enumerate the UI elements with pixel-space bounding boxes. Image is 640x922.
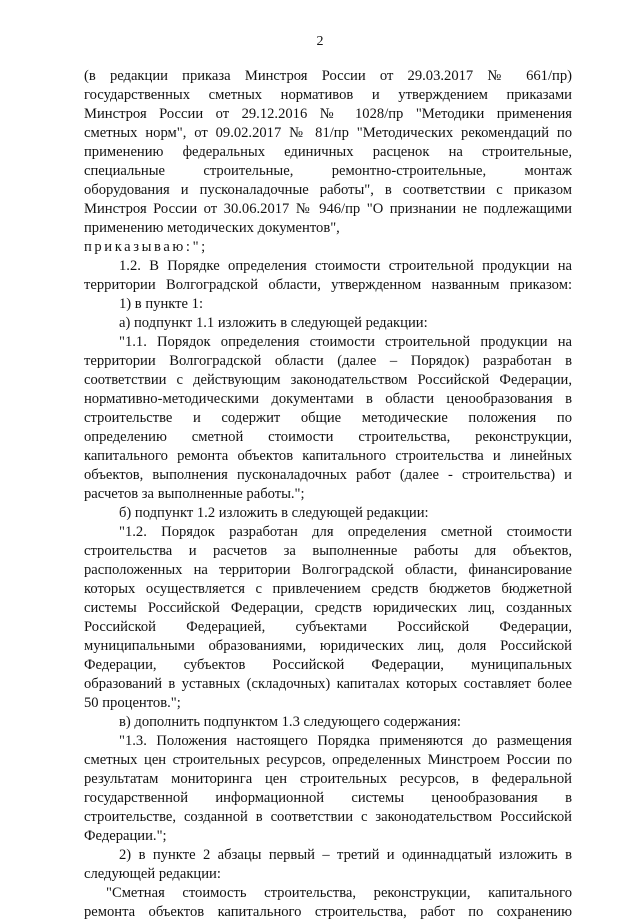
text-line: Российской Федерацией, субъектами Российской Федерации, xyxy=(84,619,572,635)
text-line: строительстве, созданной в соответствии с законодательством Российской xyxy=(84,809,572,825)
paragraph-first-line: "1.3. Положения настоящего Порядка применяются до размещения xyxy=(119,733,572,749)
text-line: государственной информационной системы ценообразования в xyxy=(84,790,572,806)
text-line: нормативно-методическими документами в области ценообразования в xyxy=(84,391,572,407)
text-line: системы Российской Федерации, средств юридических лиц, созданных xyxy=(84,600,572,616)
text-line: строительства и расчетов за выполненные работы для объектов, xyxy=(84,543,572,559)
text-line: соответствии с действующим законодательством Российской Федерации, xyxy=(84,372,572,388)
text-line: Федерации."; xyxy=(84,828,167,844)
paragraph-first-line: "1.1. Порядок определения стоимости строительной продукции на xyxy=(119,334,572,350)
paragraph-first-line: "Сметная стоимость строительства, реконструкции, капитального xyxy=(106,885,572,901)
text-line: муниципальными образованиями, юридических лиц, доля Российской xyxy=(84,638,572,654)
text-line: образований в уставных (складочных) капиталах которых составляет более xyxy=(84,676,572,692)
paragraph-first-line: а) подпункт 1.1 изложить в следующей редакции: xyxy=(119,315,428,331)
paragraph-first-line: 1) в пункте 1: xyxy=(119,296,204,312)
text-line: применению федеральных единичных расценок на строительные, xyxy=(84,144,572,160)
text-line: 50 процентов."; xyxy=(84,695,181,711)
text-line: государственных сметных нормативов и утверждением приказами xyxy=(84,87,572,103)
paragraph-first-line: "1.2. Порядок разработан для определения сметной стоимости xyxy=(119,524,572,540)
paragraph-first-line: б) подпункт 1.2 изложить в следующей редакции: xyxy=(119,505,429,521)
text-line: Минстроя России от 29.12.2016 № 1028/пр "Методики применения xyxy=(84,106,572,122)
text-line: Федерации, субъектов Российской Федерации, муниципальных xyxy=(84,657,572,673)
text-line: сметных цен строительных ресурсов, определенных Минстроем России по xyxy=(84,752,572,768)
text-line: которых осуществляется с привлечением средств бюджетов бюджетной xyxy=(84,581,572,597)
text-line-spaced: приказываю:"; xyxy=(84,239,208,255)
text-line: сметных норм", от 09.02.2017 № 81/пр "Методических рекомендаций по xyxy=(84,125,572,141)
text-line: определению сметной стоимости строительства, реконструкции, xyxy=(84,429,572,445)
text-line: оборудования и пусконаладочные работы", в соответствии с приказом xyxy=(84,182,572,198)
paragraph-first-line: 1.2. В Порядке определения стоимости строительной продукции на xyxy=(119,258,572,274)
paragraph-first-line: в) дополнить подпунктом 1.3 следующего содержания: xyxy=(119,714,461,730)
text-line: (в редакции приказа Минстроя России от 29.03.2017 № 661/пр) xyxy=(84,68,572,84)
text-line: строительстве и содержит общие методические положения по xyxy=(84,410,572,426)
page-number: 2 xyxy=(316,34,324,49)
paragraph-first-line: 2) в пункте 2 абзацы первый – третий и одиннадцатый изложить в xyxy=(119,847,572,863)
text-line: расположенных на территории Волгоградской области, финансирование xyxy=(84,562,572,578)
text-line: территории Волгоградской области (далее – Порядок) разработан в xyxy=(84,353,572,369)
text-line: капитального ремонта объектов капитального строительства и линейных xyxy=(84,448,572,464)
text-line: объектов, выполнения пусконаладочных работ (далее - строительства) и xyxy=(84,467,572,483)
text-line: результатам мониторинга цен строительных ресурсов, в федеральной xyxy=(84,771,572,787)
text-line: применению методических документов", xyxy=(84,220,340,236)
text-line: расчетов за выполненные работы."; xyxy=(84,486,305,502)
text-line: территории Волгоградской области, утвержденном названным приказом: xyxy=(84,277,572,293)
text-line: специальные строительные, ремонтно-строительные, монтаж xyxy=(84,163,572,179)
text-line: следующей редакции: xyxy=(84,866,221,882)
text-line: ремонта объектов капитального строительства, работ по сохранению xyxy=(84,904,572,920)
text-line: Минстроя России от 30.06.2017 № 946/пр "О признании не подлежащими xyxy=(84,201,572,217)
